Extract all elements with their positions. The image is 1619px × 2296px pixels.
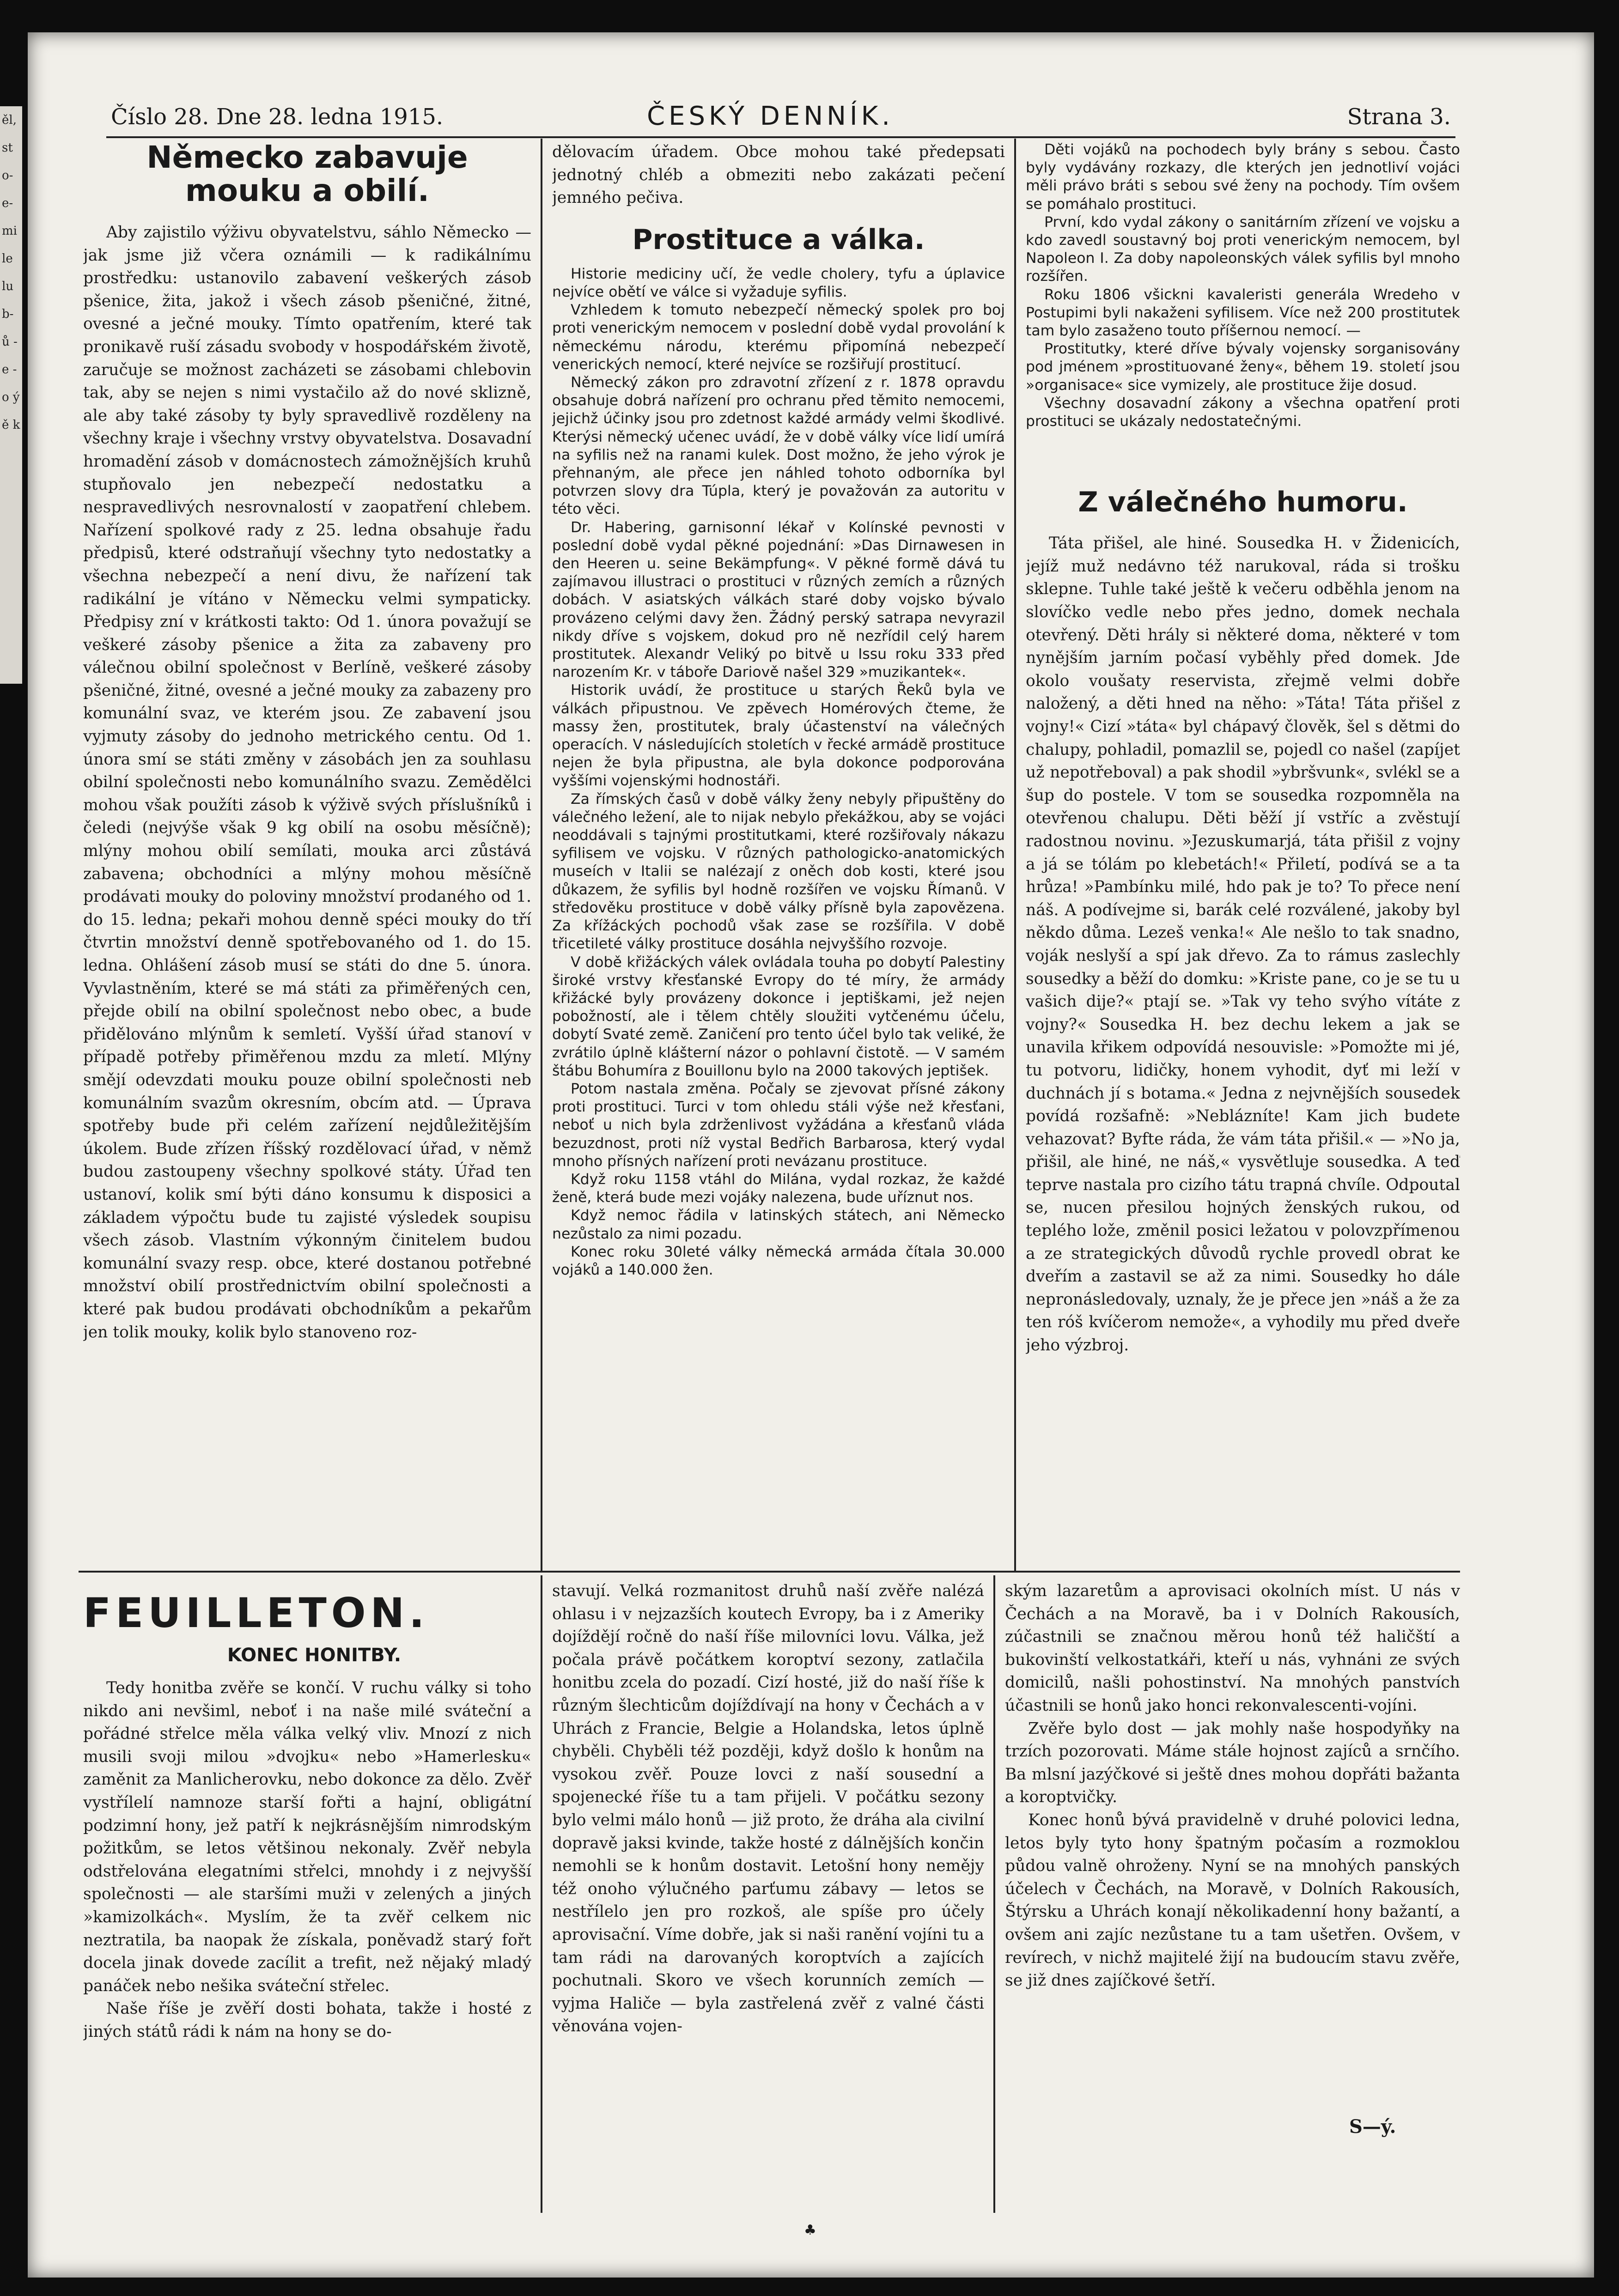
article-paragraph: Německý zákon pro zdravotní zřízení z r. 1878 opravdu obsahuje dobrá nařízení pro ochranu před těmito nemocemi, jejichž účinky jsou pro zdetnost každé armády velmi škodlivé. Kterýsi německý učenec uvádí, že v době války více lidí umírá na syfilis než na ranami kulek. Dost možno, že jeho výrok je přehnaným, ale přece jen náhled tohoto odborníka byl potvrzen slovy dra Túpla, který je považován za autoritu v této věci. [552,374,1005,518]
article-flour [83,141,531,1568]
issue-date: Číslo 28. Dne 28. ledna 1915. [111,104,444,130]
column-rule [993,1575,995,2213]
article-paragraph: První, kdo vydal zákony o sanitárním zřízení ve vojsku a kdo zavedl soustavný boj proti venerickým nemocem, byl Napoleon I. Za doby napoleonských válek syfilis byl mnoho rozšířen. [1026,213,1460,285]
middle-column [552,141,1005,1568]
article-prostitution [552,265,1005,1279]
feuilleton-paragraph: Zvěře bylo dost — jak mohly naše hospodyňky na trzích pozorovati. Máme stále hojnost zajíců a srnčího. Ba mlsní jazýčkové si ještě dnes mohou dopřáti bažanta a koroptvičky. [1005,1719,1460,1807]
feuilleton-paragraph: ským lazaretům a aprovisaci okolních míst. U nás v Čechách a na Moravě, ba i v Dolních Rakousích, zúčastnili se značnou měrou honů též haličští a bukovinští velkostatkáři, kteří u nás, vyhnáni ze svých domicilů, našli pohostinství. Na mnohých panstvích účastnili se honů jako honci rekonvalescenti-vojíni. [1005,1582,1460,1715]
article-paragraph: Historie mediciny učí, že vedle cholery, tyfu a úplavice nejvíce obětí ve válce si vyžaduje syfilis. [552,265,1005,300]
article-paragraph: Potom nastala změna. Počaly se zjevovat přísné zákony proti prostituci. Turci v tom ohledu stáli výše než křesťani, neboť u nich byla zdrženlivost vyžádána a křesťanů vláda bezuzdnost, proti níž vystal Bedřich Barbarosa, který vydal mnoho přísných nařízení proti nevázanu prostituce. [552,1080,1005,1170]
article-paragraph: Historik uvádí, že prostituce u starých Řeků byla ve válkách připustnou. Ve zpěvech Homérových čteme, že massy žen, prostitutek, braly účastenství na válečných operacích. V následujících stoletích v řecké armádě prostituce nejen že byla připustna, ale byla dokonce podporována vyššími vojenskými hodnostáři. [552,682,1005,790]
article-paragraph: Roku 1806 všickni kavaleristi generála Wredeho v Postupimi byli nakaženi syfilisem. Více než 200 prostitutek tam bylo zasaženo touto příšernou nemocí. — [1026,286,1460,340]
feuilleton-title: FEUILLETON. [83,1589,429,1637]
article-paragraph: Aby zajistilo výživu obyvatelstvu, sáhlo Německo — jak jsme již včera oznámili — k radikálnímu prostředku: ustanovilo zabavení veškerých zásob pšenice, žita, jakož i všech zásob pšeničné, žitné, ovesné a ječné mouky. Tímto opatřením, které tak pronikavě ruší zásadu svobody v hospodářském životě, zaručuje se možnost zacházeti se zásobami chlebovin tak, aby se nejen s nimi vystačilo až do nové sklizně, ale aby také zásoby ty byly spravedlivě rozděleny na všechny kraje i všechny vrstvy obyvatelstva. Dosavadní hromadění zásob v domácnostech zámožnějších kruhů stupňovalo jen nebezpečí nedostatku a nespravedlivých nesrovnalostí v zaopatření chlebem. Nařízení spolkové rady z 25. ledna obsahuje řadu předpisů, které odstraňují všechny tyto nedostatky a všechna nebezpečí a není divu, že nařízení tak radikální je vítáno v Německu velmi sympaticky. Předpisy zní v krátkosti takto: Od 1. února považují se veškeré zásoby pšenice a žita za zabaveny pro válečnou obilní společnost v Berlíně, veškeré zásoby pšeničné, žitné, ovesné a ječné mouky za zabazeny pro komunální svaz, ve kterém jsou. Ze zabavení jsou vyjmuty zásoby do jednoho metrického centu. Od 1. února smí se státi změny v zásobách jen za souhlasu obilní společnosti nebo komunálního svazu. Zemědělci mohou však použíti zásob k výživě svých příslušníků i čeledi (nejvýše však 9 kg obilí na osobu měsíčně); mlýny mohou obilí semílati, mouka arci zůstává zabavena; obchodníci a mlýny mohou měsíčně prodávati mouky do poloviny množství prodaného od 1. do 15. ledna; pekaři mohou denně spéci mouky do tří čtvrtin množství denně spotřebovaného od 1. do 15. ledna. Ohlášení zásob musí se státi do dne 5. února. Vyvlastněním, které se má státi za přiměřených cen, přejde obilí na obilní společnost nebo obec, a bude přidělováno mlýnům k semletí. Vyšší úřad stanoví v případě potřeby přiměřenou mzdu za mletí. Mlýny smějí odevzdati mouku pouze obilní společnosti neb komunálním svazům okresním, obcím atd. — Úprava spotřeby bude při celém zařízení nejdůležitějším úkolem. Bude zřízen říšský rozdělovací úřad, v němž budou zastoupeny všechny spolkové státy. Úřad ten ustanoví, kolik smí býti dáno konsumu k disposici a základem výpočtu bude tu zajisté výsledek soupisu všech zásob. Vlastním výkonným činitelem budou komunální svazy resp. obce, které dostanou potřebné množství obilí prostřednictvím obilní společnosti a které pak budou prodávati obchodníkům a pekařům jen tolik mouky, kolik bylo stanoveno roz- [83,223,531,1342]
article-paragraph: Vzhledem k tomuto nebezpečí německý spolek pro boj proti venerickým nemocem v poslední době vydal provolání k německému národu, kterému připomíná nebezpečí venerických nemocí, které nejvíce se rozšiřují prostitucí. [552,302,1005,373]
footer-ornament: ♣ [804,2222,816,2238]
article-title: Německo zabavuje mouku a obilí. [146,141,468,208]
page-number: Strana 3. [1347,104,1451,130]
feuilleton-column-1 [83,1677,531,2222]
article-paragraph: Konec roku 30leté války německá armáda čítala 30.000 vojáků a 140.000 žen. [552,1243,1005,1278]
article-paragraph: Když nemoc řádila v latinských státech, ani Německo nezůstalo za nimi pozadu. [552,1207,1005,1242]
article-prostitution-continued [1026,141,1460,431]
article-paragraph: Prostitutky, které dříve bývaly vojensky sorganisovány pod jménem »prostituované ženy«, během 19. století jsou »organisace« sice vymizely, ale prostituce žije dosud. [1026,340,1460,394]
feuilleton-paragraph: Konec honů bývá pravidelně v druhé polovici ledna, letos byly tyto hony špatným počasím a rozmoklou půdou valně ohroženy. Nyní se na mnohých panských účelech v Čechách, na Moravě, v Dolních Rakousích, Štýrsku a Uhrách konají několikadenní hony bažantí, a ovšem ani zajíc nezůstane tu a tam ušetřen. Ovšem, v revírech, v nichž majitelé žijí na budoucím stavu zvěře, se již dnes zajíčkové šetří. [1005,1810,1460,1990]
section-rule [79,1571,1460,1573]
article-paragraph: Táta přišel, ale hiné. Sousedka H. v Židenicích, jejíž muž nedávno též narukoval, ráda si trošku sklepne. Tuhle také ještě k večeru odběhla jenom na slovíčko vedle nebo přes jedno, domek nechala otevřený. Děti hrály si některé doma, některé v tom nynějším jarním počasí vyběhly před domek. Jde okolo voušaty reservista, zřejmě velmi dobře naložený, a děti hned na něho: »Táta! Táta přišel z vojny!« Cizí »táta« byl chápavý člověk, šel s dětmi do chalupy, pohladil, pomazlil se, pojedl co našel (zapíjet už nepotřeboval) a pak shodil »ybršvunk«, svlékl se a šup do postele. V tom se sousedka rozpomněla na otevřenou chalupu. Děti běží jí vstříc a zvěstují radostnou novinu. »Jezuskumarjá, táta přišil z vojny a já se tólám po klebetách!« Přiletí, podívá se a ta hrůza! »Pambínku milé, hdo pak je to? To přece není náš. A podívejme si, barák celé rozválené, jakoby byl někdo důma. Lezeš venka!« Ale nešlo to tak snadno, voják neslyší a spí jak dřevo. Za to rámus zaslechly sousedky a běží do domku: »Kriste pane, co je se tu u vašich dije?« ptají se. »Tak vy teho svýho vítáte z vojny?« Sousedka H. bez dechu lekem a jak se unavila křikem odpovídá nesouvisle: »Pomožte mi jé, tu potvoru, lidičky, honem vyhodit, dyť mi leží v duchnách jí s botama.« Jedna z nejvnějších sousedek povídá rozšafně: »Neblázníte! Kam jich budete vehazovat? Byfte ráda, že vám táta přišil.« — »No ja, přišil, ale hiné, ne náš,« vysvětluje sousedka. A teď teprve nastala pro cizího tátu trapná chvíle. Odpoutal se, nucen přesilou hojných ženských rukou, od teplého lože, změnil posici ležatou v polovzpřímenou a ze strategických důvodů rychle provedl obrat ke dveřím a zastavil se až za nimi. Sousedky ho dále nepronásledovaly, uznaly, že je přece jen »náš a že za ten róš kvíčerom nemože«, a vyhodily mu před dveře jeho výzbroj. [1026,534,1460,1355]
right-column [1026,141,1460,1568]
article-title: Prostituce a válka. [632,223,925,256]
author-signature: S—ý. [1349,2116,1396,2138]
article-paragraph: V době křižáckých válek ovládala touha po dobytí Palestiny široké vrstvy křesťanské Evropy do té míry, že armády křižácké byly provázeny dokonce i jeptiškami, jež nejen pobožností, ale i tělem chtěly sloužiti vytčenému účelu, dobytí Svaté země. Zaničení pro tento účel bylo tak veliké, že zvrátilo úplně klášterní názor o pohlavní čistotě. — V samém štábu Bohumíra z Bouillonu bylo na 2000 takových jeptišek. [552,954,1005,1079]
adjacent-page-fragment: ěl, st o- e- mi le lu b- ů - e - o ý ě k [0,106,22,684]
feuilleton-subtitle: KONEC HONITBY. [227,1645,402,1666]
article-continuation: dělovacím úřadem. Obce mohou také předepsati jednotný chléb a obmeziti nebo zakázati pečení jemného pečiva. [552,143,1005,207]
article-title: Z válečného humoru. [1078,486,1408,519]
masthead [106,95,1455,138]
column-rule [541,139,542,1571]
newspaper-name: ČESKÝ DENNÍK. [647,101,894,131]
feuilleton-paragraph: Tedy honitba zvěře se končí. V ruchu války si toho nikdo ani nevšiml, neboť i na naše milé sváteční a pořádné střelce měla válka velký vliv. Mnozí z nich musili svoji milou »dvojku« nebo »Hamerlesku« zaměnit za Manlicherovku, nebo dokonce za dělo. Zvěř vystřílelí namnoze starší fořti a hajní, obligátní podzimní hony, jež patří k nejkrásnějším nimrodským požitkům, se letos většinou nekonaly. Zvěř nebyla odstřelována elegatními střelci, mnohdy i z nejvyšší společnosti — ale staršími muži v zelených a jiných »kamizolkách«. Myslím, že ta zvěř celkem nic neztratila, ba naopak že získala, poněvadž starý fořt docela jinak dovede zacílit a trefit, než nějaký mladý panáček nebo nešika sváteční střelec. [83,1679,531,1995]
article-paragraph: Všechny dosavadní zákony a všechna opatření proti prostituci se ukázaly nedostatečnými. [1026,395,1460,430]
column-rule [1014,139,1016,1571]
feuilleton-column-2 [552,1580,984,2222]
feuilleton-paragraph: Naše říše je zvěří dosti bohata, takže i hosté z jiných států rádi k nám na hony se do- [83,1999,531,2041]
article-paragraph: Děti vojáků na pochodech byly brány s sebou. Často byly vydávány rozkazy, dle kterých jen jednotliví vojáci měli právo bráti s sebou své ženy na pochody. Tím ovšem se pomáhalo prostituci. [1026,141,1460,213]
article-paragraph: Za římských časů v době války ženy nebyly připuštěny do válečného ležení, ale to nijak nebylo překážkou, aby se vojáci neoddávali s tajnými prostitutkami, které rozšiřovaly nákazu syfilisem ve vojsku. V různých pathologicko-anatomických museích v Italii se nalézají z oněch dob kosti, které jsou důkazem, že syfilis byl hodně rozšířen ve vojsku Římanů. V středověku prostituce v době války přísně byla zapovězena. Za křížáckých pochodů však zase se rozšířila. V době třicetileté války prostituce dosáhla nejvyššího rozvoje. [552,790,1005,953]
article-paragraph: Když roku 1158 vtáhl do Milána, vydal rozkaz, že každé ženě, která bude mezi vojáky nalezena, bude uříznut nos. [552,1171,1005,1206]
article-paragraph: Dr. Habering, garnisonní lékař v Kolínské pevnosti v poslední době vydal pěkné pojednání: »Das Dirnawesen in den Heeren u. seine Bekämpfung«. V pěkné formě dává tu zajímavou illustraci o prostituci v různých zemích a různých dobách. V asiatských válkách staré doby vojsko bývalo provázeno celými davy žen. Žádný perský satrapa nevyrazil nikdy dříve s vojskem, dokud pro ně nezřídil celý harem prostitutek. Alexandr Veliký po bitvě u Issu roku 333 před narozením Kr. v táboře Dariově našel 329 »muzikantek«. [552,519,1005,681]
feuilleton-paragraph: stavují. Velká rozmanitost druhů naší zvěře nalézá ohlasu i v nejzazších koutech Evropy, ba i z Ameriky dojíždějí ročně do naší říše milovníci lovu. Válka, jež počala právě počátkem koroptví sezony, zatlačila honitbu zcela do pozadí. Cizí hosté, již do naší říše k různým šlechticům dojíždívají na hony v Čechách a v Uhrách z Francie, Belgie a Holandska, letos úplně chyběli. Chyběli též později, když došlo k honům na vysokou zvěř. Pouze lovci z naší sousední a spojenecké říše tu a tam přijeli. V počátku sezony bylo velmi málo honů — již proto, že dráha ala civilní dopravě jaksi kvinde, takže hosté z dálnějších končin nemohli se k honům dostavit. Letošní hony nemějy též onoho výlučného parťumu zábavy — letos se nestřílelo jen pro rozkoš, ale spíše pro účely aprovisační. Víme dobře, jak si naši ranění vojíni tu a tam rádi na darovaných koroptvích a zajících pochutnali. Skoro ve všech korunních zemích — vyjma Haliče — byla zastřelená zvěř z valné části věnována vojen- [552,1582,984,2036]
feuilleton-column-3 [1005,1580,1460,2111]
